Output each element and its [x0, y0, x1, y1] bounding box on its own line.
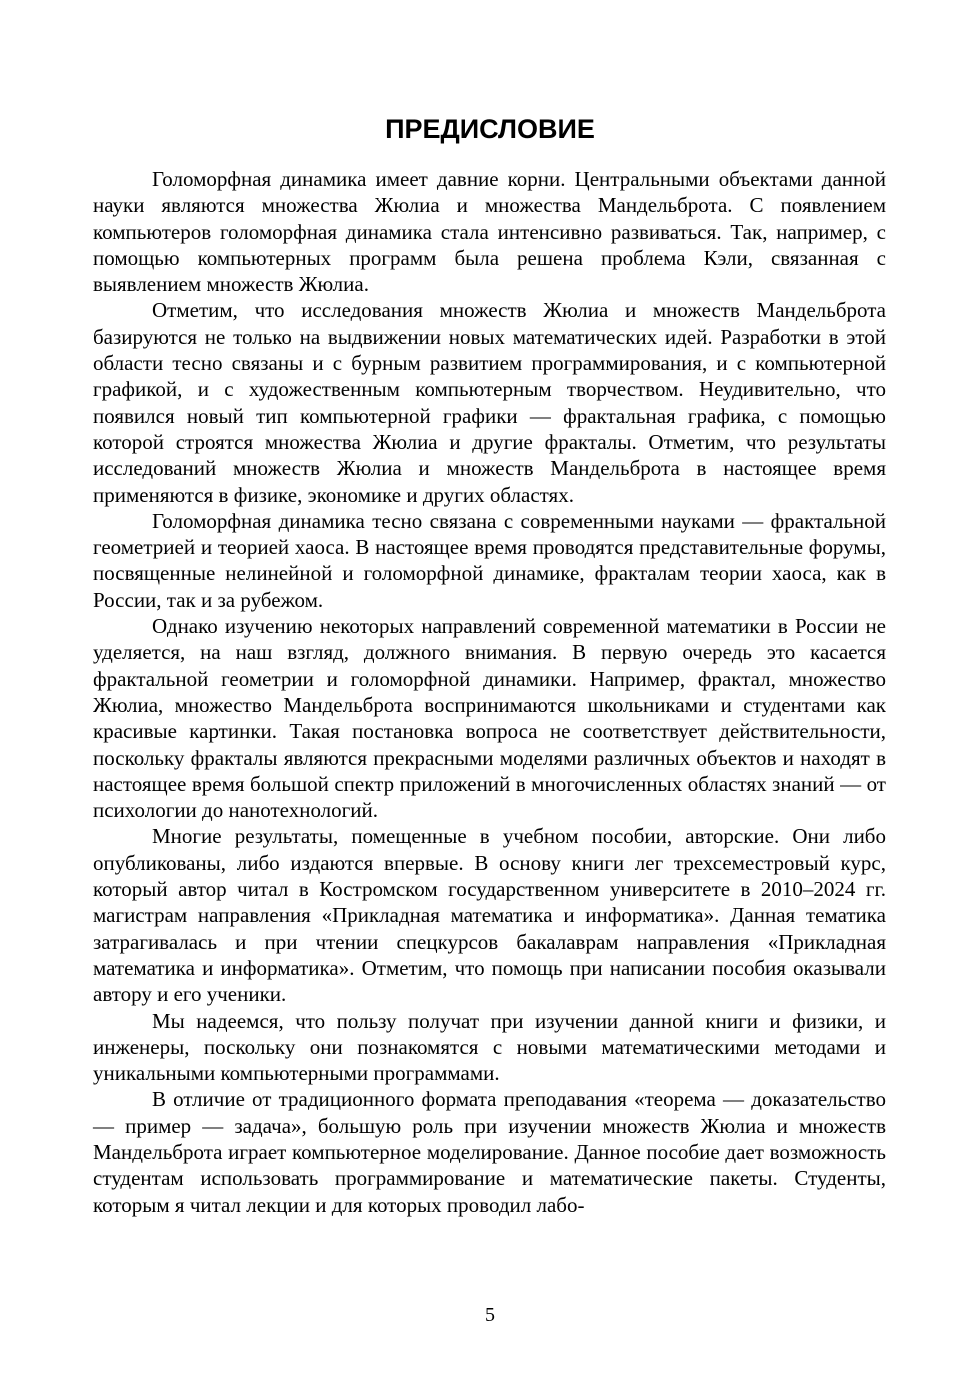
page-title: ПРЕДИСЛОВИЕ [385, 114, 595, 144]
paragraph: Голоморфная динамика имеет давние корни. Центральными объектами данной науки являются множества Жюлиа и множества Мандельброта. С появлением компьютеров голоморфная динамика стала интенсивно развиваться. Так, например, с помощью компьютерных программ была решена проблема Кэли, связанная с выявлением множеств Жюлиа. [93, 167, 886, 297]
paragraph: Однако изучению некоторых направлений современной математики в России не уделяется, на наш взгляд, должного внимания. В первую очередь это касается фрактальной геометрии и голоморфной динамики. Например, фрактал, множество Жюлиа, множество Мандельброта воспринимаются школьниками и студентами как красивые картинки. Такая постановка вопроса не соответствует действительности, поскольку фракталы являются прекрасными моделями различных объектов и находят в настоящее время большой спектр приложений в многочисленных областях знаний — от психологии до нанотехнологий. [93, 614, 886, 823]
paragraph: Многие результаты, помещенные в учебном пособии, авторские. Они либо опубликованы, либо издаются впервые. В основу книги лег трехсеместровый курс, который автор читал в Костромском государственном университете в 2010–2024 гг. магистрам направления «Прикладная математика и информатика». Данная тематика затрагивалась и при чтении спецкурсов бакалаврам направления «Прикладная математика и информатика». Отметим, что помощь при написании пособия оказывали автору и его ученики. [93, 824, 886, 1007]
paragraph: Отметим, что исследования множеств Жюлиа и множеств Мандельброта базируются не только на выдвижении новых математических идей. Разработки в этой области тесно связаны и с бурным развитием программирования, и с компьютерной графикой, и с художественным компьютерным творчеством. Неудивительно, что появился новый тип компьютерной графики — фрактальная графика, с помощью которой строятся множества Жюлиа и другие фракталы. Отметим, что результаты исследований множеств Жюлиа и множеств Мандельброта в настоящее время применяются в физике, экономике и других областях. [93, 298, 886, 507]
paragraph: Мы надеемся, что пользу получат при изучении данной книги и физики, и инженеры, поскольку они познакомятся с новыми математическими методами и уникальными компьютерными программами. [93, 1008, 886, 1086]
paragraph: В отличие от традиционного формата преподавания «теорема — доказательство — пример — задача», большую роль при изучении множеств Жюлиа и множеств Мандельброта играет компьютерное моделирование. Данное пособие дает возможность студентам использовать программирование и математические пакеты. Студенты, которым я читал лекции и для которых проводил лабо- [93, 1087, 886, 1217]
paragraph: Голоморфная динамика тесно связана с современными науками — фрактальной геометрией и теорией хаоса. В настоящее время проводятся представительные форумы, посвященные нелинейной и голоморфной динамике, фракталам теории хаоса, как в России, так и за рубежом. [93, 508, 886, 612]
page-number: 5 [485, 1304, 495, 1326]
body-text [93, 166, 886, 1218]
